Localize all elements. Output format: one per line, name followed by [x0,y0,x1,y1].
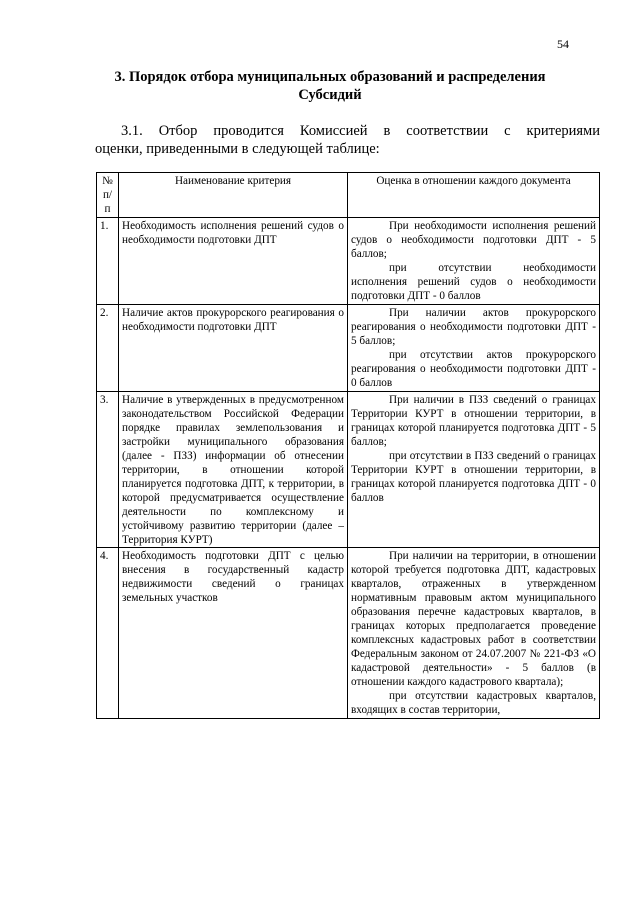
score-paragraph: При наличии актов прокурорского реагирования о необходимости подготовки ДПТ - 5 баллов; [351,307,596,347]
score-paragraph: При наличии на территории, в отношении которой требуется подготовка ДПТ, кадастровых кварталов, отраженных в утвержденном нормативным правовым актом муниципального образования перечне кадастровых кварталов, в границах которых предполагается проведение комплексных кадастровых работ в соответствии Федеральным законом от 24.07.2007 № 221-ФЗ «О кадастровой деятельности» - 5 баллов (в отношении каждого кадастрового квартала); [351,550,596,688]
criteria-table [96,172,600,719]
row-number: 1. [97,218,119,305]
row-number: 2. [97,305,119,392]
score-paragraph: При необходимости исполнения решений судов о необходимости подготовки ДПТ - 5 баллов; [351,220,596,260]
header-criterion-name: Наименование критерия [119,173,348,218]
criterion-score [348,218,600,305]
criterion-score [348,392,600,548]
section-heading-line-1: 3. Порядок отбора муниципальных образований и распределения [114,69,546,85]
row-number: 3. [97,392,119,548]
intro-paragraph [95,122,600,158]
score-paragraph: при отсутствии кадастровых кварталов, входящих в состав территории, [351,690,596,716]
criterion-score [348,305,600,392]
section-heading [60,68,600,104]
table-row [97,305,600,392]
table-header-row [97,173,600,218]
table-row [97,218,600,305]
score-paragraph: при отсутствии необходимости исполнения решений судов о необходимости подготовки ДПТ - 0 баллов [351,262,596,302]
intro-line-1: 3.1. Отбор проводится Комиссией в соответствии с критериями [121,123,600,139]
score-paragraph: При наличии в ПЗЗ сведений о границах Территории КУРТ в отношении территории, в границах которой планируется подготовка ДПТ - 5 баллов; [351,394,596,448]
score-paragraph: при отсутствии в ПЗЗ сведений о границах Территории КУРТ в отношении территории, в границах которой планируется подготовка ДПТ - 0 баллов [351,450,596,504]
score-paragraph: при отсутствии актов прокурорского реагирования о необходимости подготовки ДПТ - 0 баллов [351,349,596,389]
header-score: Оценка в отношении каждого документа [348,173,600,218]
criterion-name: Необходимость подготовки ДПТ с целью внесения в государственный кадастр недвижимости сведений о границах земельных участков [119,548,348,719]
page-number: 54 [557,37,569,51]
intro-line-2: оценки, приведенными в следующей таблице: [95,141,380,157]
criterion-name: Наличие актов прокурорского реагирования о необходимости подготовки ДПТ [119,305,348,392]
header-num: № п/п [97,173,119,218]
criterion-name: Наличие в утвержденных в предусмотренном законодательством Российской Федерации порядке правилах землепользования и застройки муниципального образования (далее - ПЗЗ) информации об отнесении территории, в отношении которой планируется подготовка ДПТ, к территории, в которой предусматривается осуществление деятельности по комплексному и устойчивому развитию территории (далее – Территория КУРТ) [119,392,348,548]
criterion-score [348,548,600,719]
section-heading-line-2: Субсидий [298,87,362,103]
table-row [97,548,600,719]
row-number: 4. [97,548,119,719]
criterion-name: Необходимость исполнения решений судов о необходимости подготовки ДПТ [119,218,348,305]
table-row [97,392,600,548]
